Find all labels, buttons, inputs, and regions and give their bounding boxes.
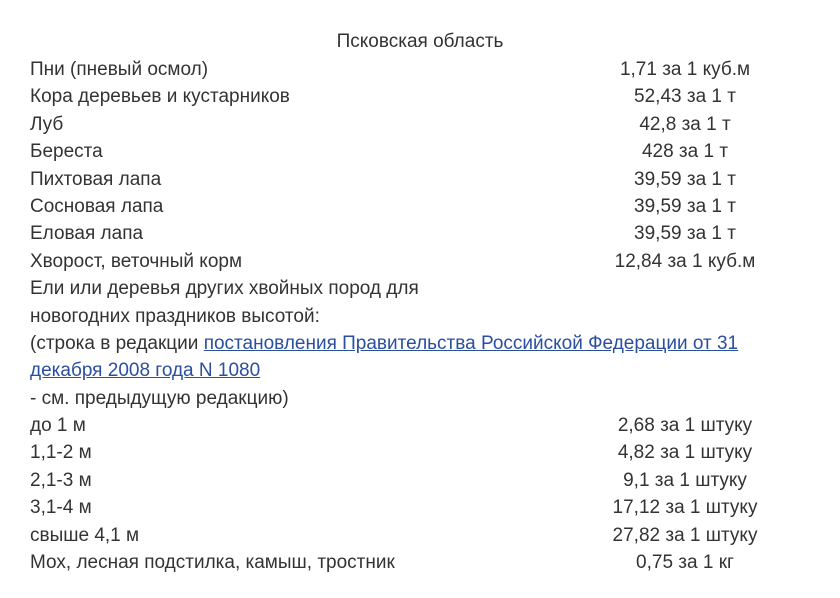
item-value: 428 за 1 т xyxy=(641,141,729,163)
item-name: 3,1-4 м xyxy=(30,497,92,519)
table-row xyxy=(30,83,820,110)
item-name: свыше 4,1 м xyxy=(30,524,140,546)
item-value: 27,82 за 1 штуку xyxy=(612,524,758,546)
table-row xyxy=(30,275,820,302)
item-value: 1,71 за 1 куб.м xyxy=(619,59,751,80)
item-name: Пихтовая лапа xyxy=(30,168,162,190)
item-name: Сосновая лапа xyxy=(30,196,164,218)
table-row xyxy=(30,138,820,165)
table-row xyxy=(30,549,820,576)
item-value: 42,8 за 1 т xyxy=(639,113,731,135)
region-title: Псковская область xyxy=(336,31,504,52)
item-name: 2,1-3 м xyxy=(30,469,92,491)
decree-link[interactable]: постановления Правительства Российской Федерации от 31 xyxy=(203,333,739,354)
trees-heading-line1: Ели или деревья других хвойных пород для xyxy=(30,278,419,300)
item-value: 17,12 за 1 штуку xyxy=(612,497,758,519)
item-value: 39,59 за 1 т xyxy=(634,223,736,245)
item-value: 4,82 за 1 штуку xyxy=(617,442,753,464)
table-row xyxy=(30,439,820,466)
item-value: 12,84 за 1 куб.м xyxy=(614,250,756,272)
table-row xyxy=(30,248,820,275)
item-name: 1,1-2 м xyxy=(30,442,92,464)
item-value: 52,43 за 1 т xyxy=(634,86,736,108)
item-name: Пни (пневый осмол) xyxy=(30,59,209,80)
item-name: Хворост, веточный корм xyxy=(30,250,243,272)
item-name: Береста xyxy=(30,141,103,163)
item-value: 39,59 за 1 т xyxy=(634,168,736,190)
item-name: Еловая лапа xyxy=(30,223,144,245)
table-row xyxy=(30,412,820,439)
edition-note xyxy=(30,330,738,412)
table-row xyxy=(30,193,820,220)
table-row xyxy=(30,467,820,494)
rates-table-top xyxy=(30,56,820,330)
table-row xyxy=(30,303,820,330)
item-value: 9,1 за 1 штуку xyxy=(623,469,747,491)
table-row xyxy=(30,111,820,138)
item-name: Кора деревьев и кустарников xyxy=(30,86,290,108)
item-value: 0,75 за 1 кг xyxy=(636,552,734,574)
note-prefix: (строка в редакции xyxy=(30,333,204,354)
item-value: 2,68 за 1 штуку xyxy=(617,415,753,436)
rates-table-bottom xyxy=(30,412,820,576)
item-name: до 1 м xyxy=(30,415,86,436)
note-suffix: - см. предыдущую редакцию) xyxy=(30,387,289,409)
table-row xyxy=(30,166,820,193)
trees-heading-line2: новогодних праздников высотой: xyxy=(30,305,320,327)
item-value: 39,59 за 1 т xyxy=(634,196,736,218)
item-name: Мох, лесная подстилка, камыш, тростник xyxy=(30,552,395,574)
table-row xyxy=(30,220,820,247)
table-row xyxy=(30,56,820,83)
decree-link-cont[interactable]: декабря 2008 года N 1080 xyxy=(30,360,261,382)
table-row xyxy=(30,522,820,549)
item-name: Луб xyxy=(30,113,64,135)
table-row xyxy=(30,494,820,521)
